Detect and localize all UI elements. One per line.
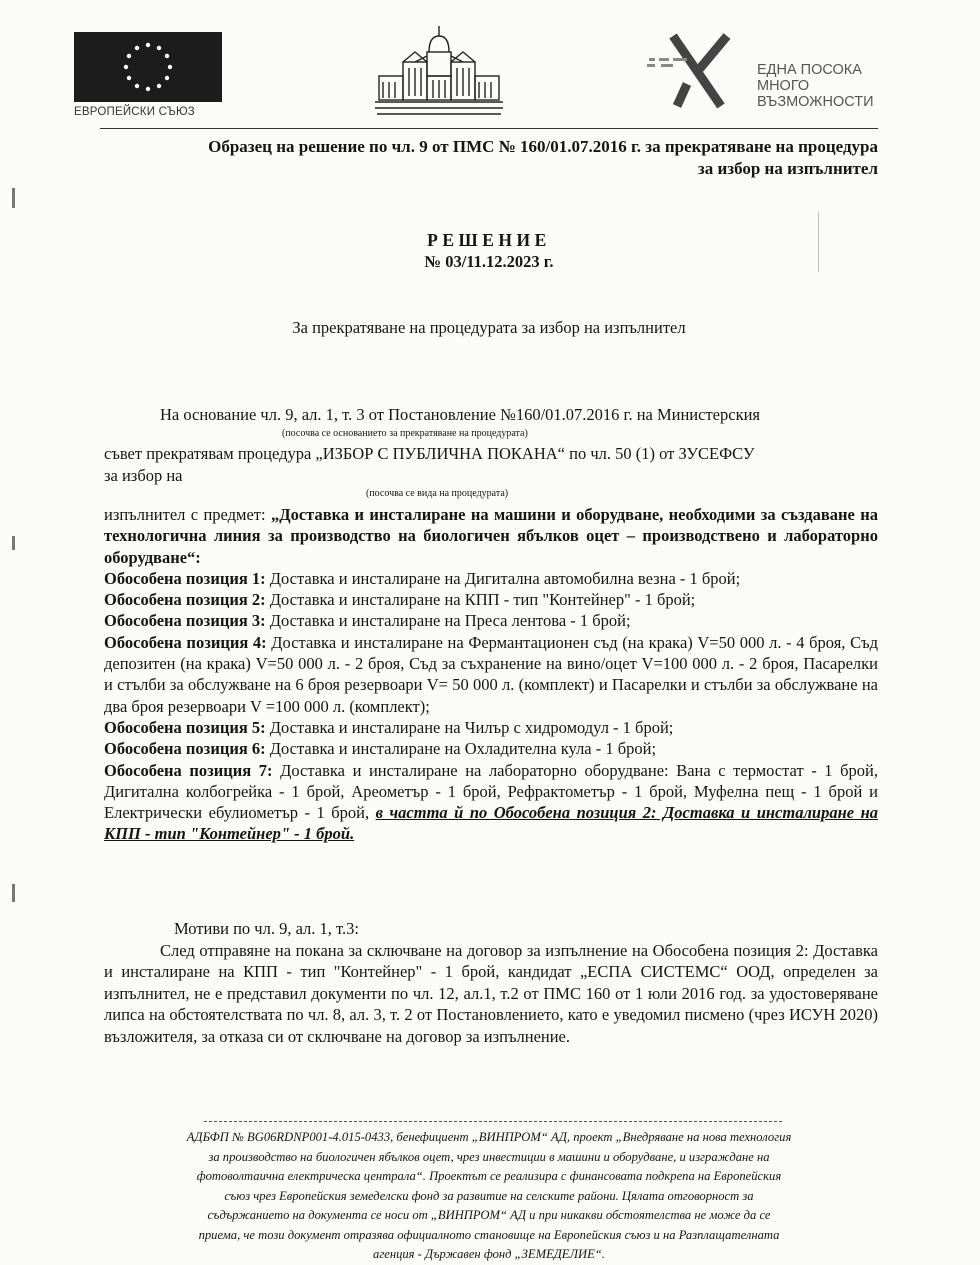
decision-number: № 03/11.12.2023 г. <box>424 252 554 271</box>
rural-development-logo <box>643 32 913 112</box>
eu-caption: ЕВРОПЕЙСКИ СЪЮЗ <box>74 106 195 118</box>
position-label: Обособена позиция 7: <box>104 760 273 780</box>
position-text: Доставка и инсталиране на Охладителна кула - 1 брой; <box>265 739 657 759</box>
basis-line1: На основание чл. 9, ал. 1, т. 3 от Постановление №160/01.07.2016 г. на Министерския <box>160 405 761 424</box>
position-text: Доставка и инсталиране на Чилър с хидромодул - 1 брой; <box>265 717 674 737</box>
contract-subject-bold: „Доставка и инсталиране на машини и оборудване, необходими за създаване на технологична линия за производство на биологичен ябълков оцет – производствено и лабораторно оборудване“: <box>104 505 879 567</box>
decision-subject: За прекратяване на процедурата за избор на изпълнител <box>292 318 686 337</box>
position-4 <box>104 632 878 717</box>
position-1 <box>104 568 878 589</box>
footer-disclaimer <box>100 1128 878 1265</box>
contract-body <box>104 504 878 845</box>
footer-line: фотоволтаична електрическа централа“. Проектът се реализира с финансовата подкрепа на Европейския <box>196 1169 782 1183</box>
contract-subject <box>104 504 878 568</box>
position-label: Обособена позиция 4: <box>104 632 267 652</box>
position-text: Доставка и инсталиране на КПП - тип "Контейнер" - 1 брой; <box>265 590 696 610</box>
position-text: Доставка и инсталиране на Дигитална автомобилна везна - 1 брой; <box>265 568 741 588</box>
position-6 <box>104 738 878 759</box>
position-label: Обособена позиция 3: <box>104 611 266 631</box>
ministry-building-icon <box>373 22 505 120</box>
footer-line: за производство на биологичен ябълков оцет, чрез инвестиции в машини и оборудване, и изграждане на <box>208 1149 770 1164</box>
rural-slogan-line2: МНОГО ВЪЗМОЖНОСТИ <box>757 78 874 110</box>
motives-text: След отправяне на покана за сключване на договор за изпълнение на Обособена позиция 2: Доставка и инсталиране на КПП - тип "Контейнер" - 1 брой, кандидат „ЕСПА СИСТЕМС“ ООД, определен за изпълнител, не е представил документи по чл. 12, ал.1, т.2 от ПМС 160 от 1 юли 2016 год. за удостоверяване липса на обстоятелствата по чл. 8, ал. 3, т. 2 от Постановлението, като е уведомил писмено (чрез ИСУН 2020) възложителя, за отказа си от сключване на договор за изпълнение. <box>104 940 878 1046</box>
rural-x-icon <box>643 32 753 112</box>
motives-heading: Мотиви по чл. 9, ал. 1, т.3: <box>174 919 359 938</box>
position-3 <box>104 610 878 631</box>
scan-artifact <box>12 188 15 208</box>
eu-logo <box>74 32 224 118</box>
position-label: Обособена позиция 6: <box>104 739 266 759</box>
header-divider <box>100 128 878 129</box>
scan-artifact <box>818 212 819 272</box>
position-text: Доставка и инсталиране на лабораторно оборудване: Вана с термостат - 1 брой, Дигитална колбогрейка - 1 брой, Ареометър - 1 брой, Рефрактометър - 1 брой, Муфелна пещ - 1 брой и Електрически ебулиометър - 1 брой, <box>104 760 878 823</box>
position-5 <box>104 717 878 738</box>
footer-divider <box>204 1121 782 1122</box>
basis-line2: съвет прекратявам процедура „ИЗБОР С ПУБЛИЧНА ПОКАНА“ по чл. 50 (1) от ЗУСЕФСУ <box>104 444 755 463</box>
partial-clause: в частта й по Обособена позиция 2: Доставка и инсталиране на КПП - тип "Контейнер" - 1 брой. <box>104 803 878 844</box>
contract-intro: изпълнител с предмет: <box>104 505 271 524</box>
decision-title: РЕШЕНИЕ <box>427 230 551 250</box>
basis-note1: (посочва се основанието за прекратяване на процедурата) <box>282 428 528 439</box>
sample-title-line1: Образец на решение по чл. 9 от ПМС № 160/01.07.2016 г. за прекратяване на процедура <box>208 137 878 156</box>
position-label: Обособена позиция 1: <box>104 568 266 588</box>
footer-line: съюз чрез Европейския земеделски фонд за развитие на селските райони. Цялата отговорност за <box>224 1188 754 1203</box>
basis-line3: за избор на <box>104 466 183 485</box>
position-2 <box>104 589 878 610</box>
eu-flag-icon <box>74 32 222 102</box>
rural-slogan-line1: ЕДНА ПОСОКА <box>757 62 862 78</box>
sample-title-line2: за избор на изпълнител <box>697 159 878 178</box>
position-label: Обособена позиция 5: <box>104 717 266 737</box>
position-text: Доставка и инсталиране на Фермантационен съд (на крака) V=50 000 л. - 4 броя, Съд депозитен (на крака) V=50 000 л. - 2 броя, Съд за съхранение на вино/оцет V=100 000 л. - 2 броя, Пасарелки и стълби за обслужване на 6 броя резервоари V= 50 000 л. (комплект) и Пасарелки и стълби за обслужване на два броя резервоари V =100 000 л. (комплект); <box>104 632 878 716</box>
position-label: Обособена позиция 2: <box>104 590 266 610</box>
footer-line: АДБФП № BG06RDNP001-4.015-0433, бенефициент „ВИНПРОМ“ АД, проект „Внедряване на нова технология <box>186 1130 792 1144</box>
position-7 <box>104 760 878 845</box>
footer-line: съдържанието на документа се носи от „ВИНПРОМ“ АД и при никакви обстоятелства не може да се <box>207 1208 771 1222</box>
footer-line: приема, че този документ отразява официалното становище на Европейския съюз и на Разплащателната <box>198 1227 780 1242</box>
ministry-building-logo <box>373 22 505 120</box>
footer-line: агенция - Държавен фонд „ЗЕМЕДЕЛИЕ“. <box>373 1247 605 1261</box>
motives-section <box>104 918 878 1047</box>
position-text: Доставка и инсталиране на Преса лентова - 1 брой; <box>265 611 631 631</box>
scan-artifact <box>12 536 15 550</box>
basis-note2: (посочва се вида на процедурата) <box>366 488 509 499</box>
scan-artifact <box>12 884 15 902</box>
sample-title <box>100 136 878 180</box>
